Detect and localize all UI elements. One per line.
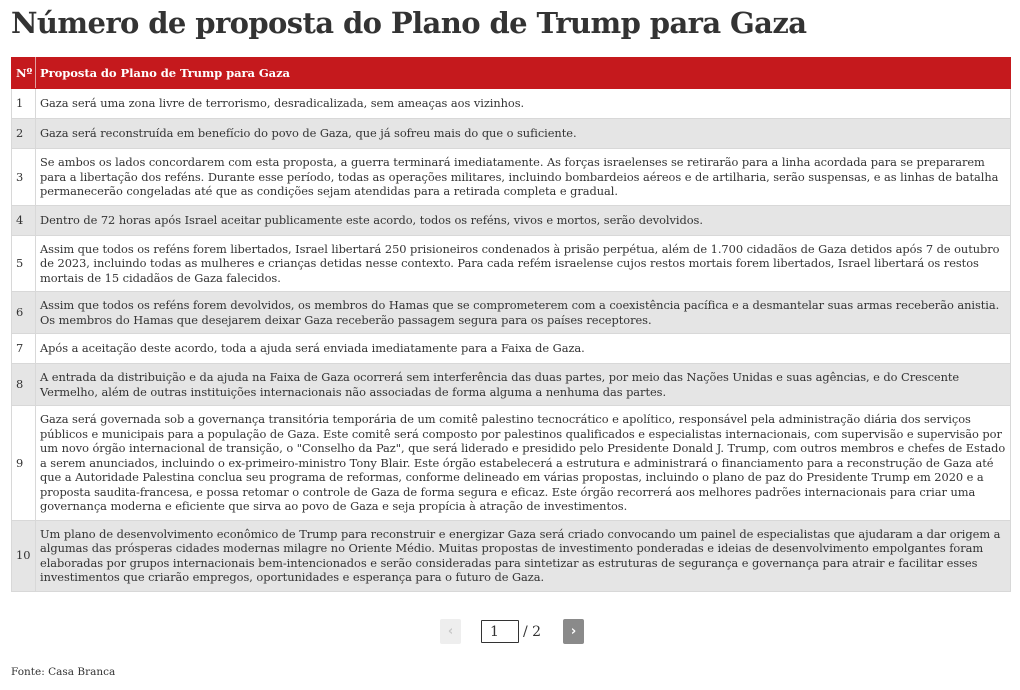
table-row <box>12 364 1011 406</box>
column-header-number: Nº <box>12 58 36 89</box>
table-row <box>12 520 1011 591</box>
row-proposal-text: Assim que todos os reféns forem libertados, Israel libertará 250 prisioneiros condenados à prisão perpétua, além de 1.700 cidadãos de Gaza detidos após 7 de outubro de 2023, incluindo todas as mulheres e crianças detidas nesse contexto. Para cada refém israelense cujos restos mortais forem libertados, Israel libertará os restos mortais de 15 cidadãos de Gaza falecidos. <box>36 235 1011 292</box>
table-row <box>12 406 1011 521</box>
pagination <box>440 619 584 644</box>
table-row <box>12 334 1011 364</box>
table-row <box>12 119 1011 149</box>
row-proposal-text: Gaza será governada sob a governança transitória temporária de um comitê palestino tecnocrático e apolítico, responsável pela administração diária dos serviços públicos e municipais para a população de Gaza. Este comitê será composto por palestinos qualificados e especialistas internacionais, com supervisão e supervisão por um novo órgão internacional de transição, o "Conselho da Paz", que será liderado e presidido pelo Presidente Donald J. Trump, com outros membros e chefes de Estado a serem anunciados, incluindo o ex-primeiro-ministro Tony Blair. Este órgão estabelecerá a estrutura e administrará o financiamento para a reconstrução de Gaza até que a Autoridade Palestina conclua seu programa de reformas, conforme delineado em várias propostas, incluindo o plano de paz do Presidente Trump em 2020 e a proposta saudita-francesa, e possa retomar o controle de Gaza de forma segura e eficaz. Este órgão recorrerá aos melhores padrões internacionais para criar uma governança moderna e eficiente que sirva ao povo de Gaza e seja propícia à atração de investimentos. <box>36 406 1011 521</box>
chevron-right-icon: › <box>570 624 577 639</box>
row-number: 2 <box>12 119 36 149</box>
table-row <box>12 292 1011 334</box>
row-number: 7 <box>12 334 36 364</box>
previous-page-button[interactable] <box>440 619 461 644</box>
row-number: 6 <box>12 292 36 334</box>
row-proposal-text: A entrada da distribuição e da ajuda na Faixa de Gaza ocorrerá sem interferência das duas partes, por meio das Nações Unidas e suas agências, e do Crescente Vermelho, além de outras instituições internacionais não associadas de forma alguma a nenhuma das partes. <box>36 364 1011 406</box>
row-number: 10 <box>12 520 36 591</box>
next-page-button[interactable] <box>563 619 584 644</box>
chevron-left-icon: ‹ <box>447 624 454 639</box>
row-proposal-text: Gaza será reconstruída em benefício do povo de Gaza, que já sofreu mais do que o suficiente. <box>36 119 1011 149</box>
row-proposal-text: Se ambos os lados concordarem com esta proposta, a guerra terminará imediatamente. As forças israelenses se retirarão para a linha acordada para se prepararem para a libertação dos reféns. Durante esse período, todas as operações militares, incluindo bombardeios aéreos e de artilharia, serão suspensas, e as linhas de batalha permanecerão congeladas até que as condições sejam atendidas para a retirada completa e gradual. <box>36 149 1011 206</box>
table-row <box>12 235 1011 292</box>
total-pages-label: / 2 <box>523 623 542 640</box>
row-proposal-text: Dentro de 72 horas após Israel aceitar publicamente este acordo, todos os reféns, vivos e mortos, serão devolvidos. <box>36 205 1011 235</box>
proposals-table <box>11 57 1011 592</box>
row-proposal-text: Assim que todos os reféns forem devolvidos, os membros do Hamas que se comprometerem com a coexistência pacífica e a desmantelar suas armas receberão anistia. Os membros do Hamas que desejarem deixar Gaza receberão passagem segura para os países receptores. <box>36 292 1011 334</box>
proposals-table-container <box>11 57 1010 592</box>
row-number: 4 <box>12 205 36 235</box>
page-title: Número de proposta do Plano de Trump para Gaza <box>11 6 807 40</box>
table-header-row <box>12 58 1011 89</box>
row-proposal-text: Um plano de desenvolvimento econômico de Trump para reconstruir e energizar Gaza será criado convocando um painel de especialistas que ajudaram a dar origem a algumas das prósperas cidades modernas milagre no Oriente Médio. Muitas propostas de investimento ponderadas e ideias de desenvolvimento empolgantes foram elaboradas por grupos internacionais bem-intencionados e serão consideradas para sintetizar as estruturas de segurança e governança para atrair e facilitar esses investimentos que criarão empregos, oportunidades e esperança para o futuro de Gaza. <box>36 520 1011 591</box>
table-row <box>12 89 1011 119</box>
row-proposal-text: Após a aceitação deste acordo, toda a ajuda será enviada imediatamente para a Faixa de Gaza. <box>36 334 1011 364</box>
source-note: Fonte: Casa Branca <box>11 666 116 678</box>
row-number: 8 <box>12 364 36 406</box>
column-header-proposal: Proposta do Plano de Trump para Gaza <box>36 58 1011 89</box>
row-number: 5 <box>12 235 36 292</box>
row-number: 9 <box>12 406 36 521</box>
row-number: 1 <box>12 89 36 119</box>
table-row <box>12 149 1011 206</box>
row-proposal-text: Gaza será uma zona livre de terrorismo, desradicalizada, sem ameaças aos vizinhos. <box>36 89 1011 119</box>
table-row <box>12 205 1011 235</box>
page-number-input[interactable] <box>481 620 519 643</box>
row-number: 3 <box>12 149 36 206</box>
